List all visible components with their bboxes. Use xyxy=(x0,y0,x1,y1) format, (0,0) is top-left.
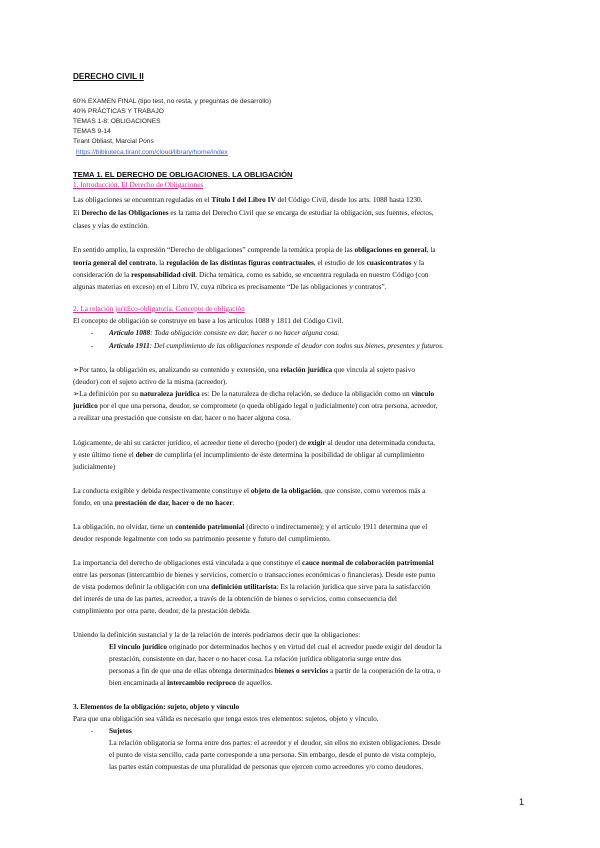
text-line: El concepto de obligación se construye en base a los artículos 1088 y 1811 del Código Civil. xyxy=(73,316,344,325)
text-line: jurídico por el que una persona, deudor, se compromete (o queda obligado legal o judicialmente) con otra persona, acreedor, xyxy=(73,401,438,410)
bullet-item: Artículo 1911: Del cumplimiento de las obligaciones responde el deudor con todos sus bienes, presentes y futuros. xyxy=(109,341,444,350)
text-line: las partes están compuestas de una pluralidad de personas que ejercen como acreedores y/o como deudores. xyxy=(109,762,424,771)
bullet-dash: - xyxy=(91,726,94,735)
text-line: cumplimiento por otra parte, deudor, de la prestación debida. xyxy=(73,606,251,615)
meta-line: Tirant Obliast, Marcial Pons xyxy=(73,138,154,145)
text-line: Uniendo la definición sustancial y la de la relación de interés podríamos decir que la obligaciones: xyxy=(73,630,361,639)
text-line: del interés de una de las partes, acreedor, a través de la obtención de bienes o servicios, como consecuencia del xyxy=(73,594,397,603)
section-heading: 2. La relación jurídico-obligatoria. Concepto de obligación xyxy=(73,304,245,313)
text-line: Las obligaciones se encuentran reguladas en el Título I del Libro IV del Código Civil, desde los arts. 1088 hasta 1230. xyxy=(73,195,423,204)
text-line: La conducta exigible y debida respectivamente constituye el objeto de la obligación, que consiste, como veremos más a xyxy=(73,486,426,495)
text-line: La relación obligatoria se forma entre dos partes: el acreedor y el deudor, sin ellos no existen obligaciones. Desde xyxy=(109,738,441,747)
section-heading: 3. Elementos de la obligación: sujeto, objeto y vínculo xyxy=(73,702,240,711)
meta-line: 40% PRÁCTICAS Y TRABAJO xyxy=(73,108,164,115)
text-line: judicialmente) xyxy=(73,462,116,471)
text-line: (deudor) con el sujeto activo de la misma (acreedor). xyxy=(73,377,228,386)
text-line: El vínculo jurídico originado por determinados hechos y en virtud del cual el acreedor puede exigir del deudor la xyxy=(109,642,442,651)
text-line: teoría general del contrato, la regulación de las distintas figuras contractuales, el estudio de los cuasicontratos y la xyxy=(73,258,425,267)
tema-heading: TEMA 1. EL DERECHO DE OBLIGACIONES. LA OBLIGACIÓN xyxy=(73,170,293,179)
text-line: algunas materias en exceso) en el Libro IV, cuya rúbrica es precisamente “De las obligaciones y contratos”. xyxy=(73,282,387,291)
text-line: ➢Por tanto, la obligación es, analizando su contenido y extensión, una relación jurídica que vincula al sujeto pasivo xyxy=(73,365,415,374)
bullet-dash: - xyxy=(91,341,94,350)
text-line: La obligación, no olvidar, tiene un contenido patrimonial (directo o indirectamente); y el artículo 1911 determina que el xyxy=(73,522,428,531)
bullet-item: Artículo 1088: Toda obligación consiste en dar, hacer o no hacer alguna cosa. xyxy=(109,328,340,337)
text-line: Para que una obligación sea válida es necesario que tenga estos tres elementos: sujetos, objeto y vínculo. xyxy=(73,714,379,723)
text-line: clases y vías de extinción. xyxy=(73,221,149,230)
text-line: personas a fin de que una de ellas obtenga determinados bienes o servicios a partir de la cooperación de la otra, o xyxy=(109,666,441,675)
text-line: y este último tiene el deber de cumplirla (el incumplimiento de éste determina la posibilidad de obligar al cumplimiento xyxy=(73,450,425,459)
section-heading: 1. Introducción. El Derecho de Obligaciones xyxy=(73,180,204,189)
text-line: entre las personas (intercambio de bienes y servicios, comercio o transacciones económicas o financieras). Desde este punto xyxy=(73,570,436,579)
text-line: a realizar una prestación que consiste en dar, hacer o no hacer alguna cosa. xyxy=(73,413,291,422)
meta-line: TEMAS 9-14 xyxy=(73,128,111,135)
text-line: La importancia del derecho de obligaciones está vinculada a que constituye el cauce normal de colaboración patrimonial xyxy=(73,558,434,567)
text-line: bien encaminada al intercambio recíproco de aquellos. xyxy=(109,678,273,687)
library-link[interactable]: https://biblioteca.tirant.com/cloud/library/home/index xyxy=(76,149,228,156)
text-line: ➢La definición por su naturaleza jurídica es: De la naturaleza de dicha relación, se deduce la obligación como un vínculo xyxy=(73,389,435,398)
text-line: Lógicamente, de ahí su carácter jurídico, el acreedor tiene el derecho (poder) de exigir al deudor una determinada conducta, xyxy=(73,438,436,447)
text-line: En sentido amplio, la expresión “Derecho de obligaciones” comprende la temática propia de las obligaciones en general, la xyxy=(73,245,436,254)
text-line: prestación, consistente en dar, hacer o no hacer cosa. La relación jurídica obligatoria surge entre dos xyxy=(109,654,402,663)
bullet-item: Sujetos xyxy=(109,726,132,735)
text-line: el punto de vista sencillo, cada parte corresponde a una persona. Sin embargo, desde el punto de vista complejo, xyxy=(109,750,436,759)
document-title: DERECHO CIVIL II xyxy=(73,72,144,81)
text-line: consideración de la responsabilidad civil. Dicha temática, como es sabido, se encuentra regulada en nuestro Código (con xyxy=(73,270,429,279)
bullet-dash: - xyxy=(91,328,94,337)
meta-line: TEMAS 1-8: OBLIGACIONES xyxy=(73,118,161,125)
page-number: 1 xyxy=(519,797,525,807)
text-line: fondo, en una prestación de dar, hacer o de no hacer. xyxy=(73,498,235,507)
text-line: El Derecho de las Obligaciones es la rama del Derecho Civil que se encarga de estudiar la obligación, sus fuentes, efectos, xyxy=(73,208,434,217)
meta-line: 60% EXAMEN FINAL (tipo test, no resta, y preguntas de desarrollo) xyxy=(73,98,272,105)
text-line: deudor responde legalmente con todo su patrimonio presente y futuro del cumplimiento. xyxy=(73,534,331,543)
text-line: de vista podemos definir la obligación con una definición utilitarista: Es la relación jurídica que sirve para la satisfacción xyxy=(73,582,431,591)
